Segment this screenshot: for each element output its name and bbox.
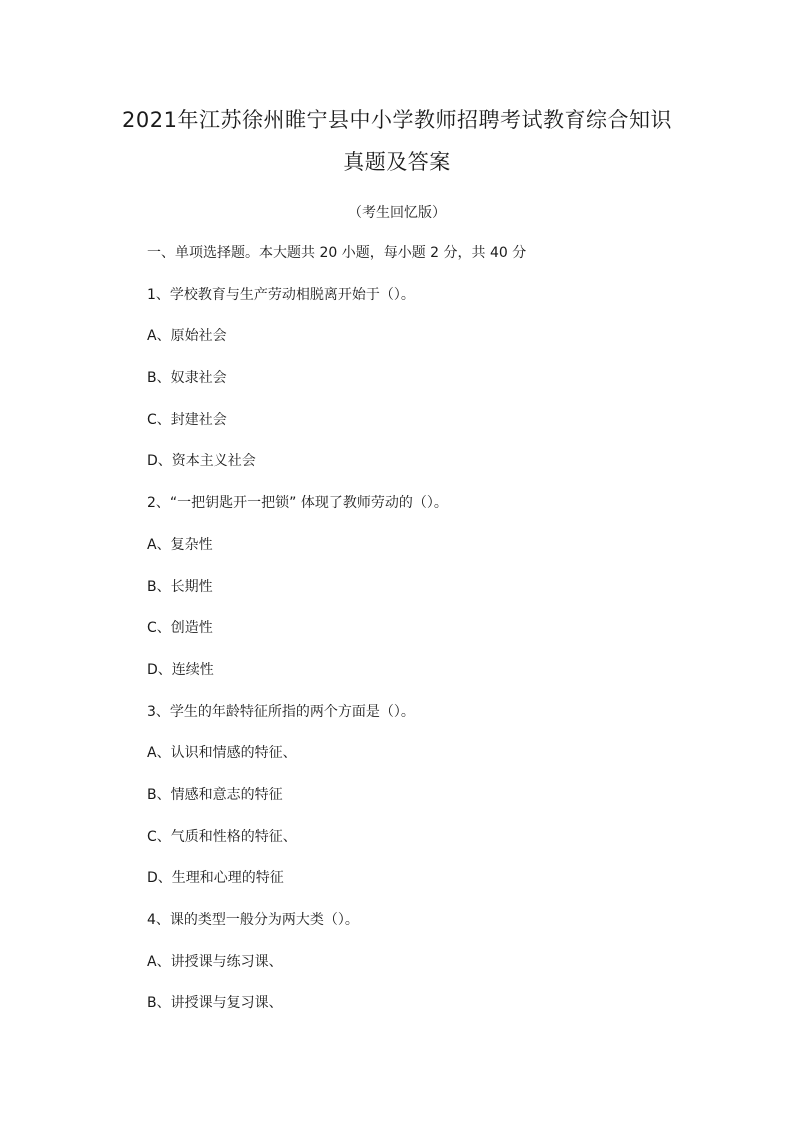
question-stem: 4、课的类型一般分为两大类（）。	[147, 912, 359, 928]
answer-option: A、讲授课与练习课、	[147, 953, 283, 970]
question-list	[147, 243, 707, 1035]
question-stem: 3、学生的年龄特征所指的两个方面是（）。	[147, 703, 415, 720]
question-stem: 1、学校教育与生产劳动相脱离开始于（）。	[147, 286, 415, 303]
document-title-line-2: 真题及答案	[343, 150, 451, 174]
answer-option: A、认识和情感的特征、	[147, 745, 297, 762]
section-heading: 一、单项选择题。本大题共 20 小题，每小题 2 分，共 40 分	[147, 245, 527, 261]
answer-option: D、连续性	[147, 661, 214, 678]
answer-option: D、生理和心理的特征	[147, 870, 284, 887]
answer-option: C、创造性	[147, 620, 213, 637]
answer-option: A、复杂性	[147, 536, 213, 553]
document-subtitle: （考生回忆版）	[348, 205, 446, 221]
answer-option: B、奴隶社会	[147, 370, 227, 387]
question-stem: 2、“一把钥匙开一把锁” 体现了教师劳动的（）。	[147, 495, 448, 512]
document-title-line-1: 2021年江苏徐州睢宁县中小学教师招聘考试教育综合知识	[122, 108, 672, 132]
answer-option: B、长期性	[147, 578, 213, 595]
answer-option: A、原始社会	[147, 328, 227, 345]
answer-option: C、封建社会	[147, 411, 227, 428]
answer-option: B、讲授课与复习课、	[147, 995, 283, 1012]
answer-option: D、资本主义社会	[147, 453, 256, 470]
answer-option: B、情感和意志的特征	[147, 786, 283, 803]
answer-option: C、气质和性格的特征、	[147, 828, 297, 845]
